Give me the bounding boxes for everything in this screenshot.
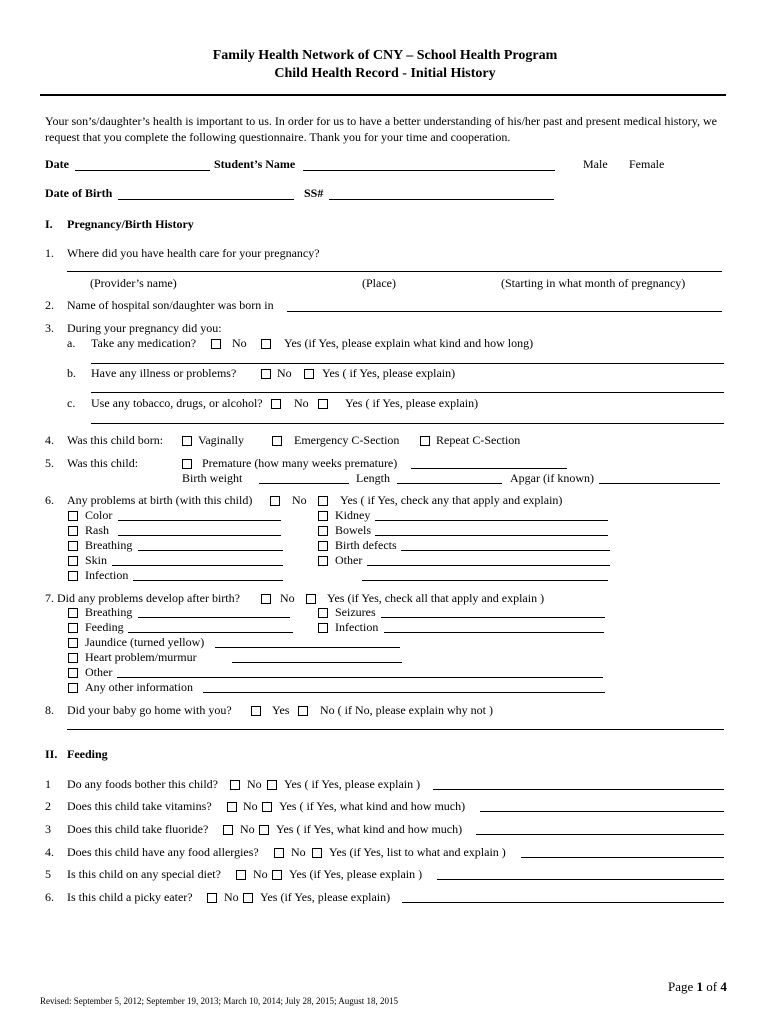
q4-repeat-label: Repeat C-Section bbox=[436, 433, 521, 447]
q6-infection-checkbox[interactable] bbox=[68, 571, 78, 581]
feeding-q2-text: Does this child take vitamins? bbox=[67, 799, 212, 813]
q4-repeat-checkbox[interactable] bbox=[420, 436, 430, 446]
q7-no-checkbox[interactable] bbox=[261, 594, 271, 604]
q7-other-label: Other bbox=[85, 665, 113, 679]
q8-answer-line[interactable] bbox=[67, 729, 724, 730]
q6-breathing-checkbox[interactable] bbox=[68, 541, 78, 551]
feeding-q2-no-checkbox[interactable] bbox=[227, 802, 237, 812]
feeding-q6-no-checkbox[interactable] bbox=[207, 893, 217, 903]
feeding-q5-yes-label: Yes (if Yes, please explain ) bbox=[289, 867, 423, 881]
q6-yes-label: Yes ( if Yes, check any that apply and explain) bbox=[340, 493, 563, 507]
feeding-q3-answer-line[interactable] bbox=[476, 834, 724, 835]
q4-vaginally-checkbox[interactable] bbox=[182, 436, 192, 446]
q6-rash-label: Rash bbox=[85, 523, 109, 537]
section1-number: I. bbox=[45, 217, 53, 231]
feeding-q4-no-label: No bbox=[291, 845, 306, 859]
q6-kidney-label: Kidney bbox=[335, 508, 371, 522]
q2-text: Name of hospital son/daughter was born in bbox=[67, 298, 274, 312]
q6-breathing-field[interactable] bbox=[138, 550, 283, 551]
q3c-text: Use any tobacco, drugs, or alcohol? bbox=[91, 396, 263, 410]
page-prefix: Page bbox=[668, 979, 697, 994]
feeding-q3-no-label: No bbox=[240, 822, 255, 836]
feeding-q3-text: Does this child take fluoride? bbox=[67, 822, 209, 836]
q6-extra-line[interactable] bbox=[362, 580, 608, 581]
q5-apgar-field[interactable] bbox=[599, 483, 720, 484]
feeding-q5-no-label: No bbox=[253, 867, 268, 881]
feeding-q6-answer-line[interactable] bbox=[402, 902, 724, 903]
q7-breathing-checkbox[interactable] bbox=[68, 608, 78, 618]
feeding-q1-text: Do any foods bother this child? bbox=[67, 777, 218, 791]
q7-other-field[interactable] bbox=[117, 677, 603, 678]
q7-jaundice-field[interactable] bbox=[215, 647, 400, 648]
feeding-q1-no-checkbox[interactable] bbox=[230, 780, 240, 790]
q3b-answer-line[interactable] bbox=[91, 392, 724, 393]
q3b-yes-label: Yes ( if Yes, please explain) bbox=[322, 366, 456, 380]
feeding-q1-no-label: No bbox=[247, 777, 262, 791]
feeding-q4-yes-checkbox[interactable] bbox=[312, 848, 322, 858]
q6-kidney-checkbox[interactable] bbox=[318, 511, 328, 521]
feeding-q5-text: Is this child on any special diet? bbox=[67, 867, 221, 881]
q5-weight-label: Birth weight bbox=[182, 471, 243, 485]
q1-number: 1. bbox=[45, 246, 54, 260]
q4-text: Was this child born: bbox=[67, 433, 164, 447]
female-option[interactable]: Female bbox=[629, 157, 665, 171]
q1-text: Where did you have health care for your pregnancy? bbox=[67, 246, 320, 260]
feeding-q3-yes-checkbox[interactable] bbox=[259, 825, 269, 835]
q5-number: 5. bbox=[45, 456, 54, 470]
feeding-q4-answer-line[interactable] bbox=[521, 857, 724, 858]
q7-other-checkbox[interactable] bbox=[68, 668, 78, 678]
q3b-text: Have any illness or problems? bbox=[91, 366, 237, 380]
q7-infection-checkbox[interactable] bbox=[318, 623, 328, 633]
q3a-yes-label: Yes (if Yes, please explain what kind and how long) bbox=[284, 336, 534, 350]
page-current: 1 bbox=[696, 979, 704, 994]
q6-birth-defects-label: Birth defects bbox=[335, 538, 397, 552]
q6-text: Any problems at birth (with this child) bbox=[67, 493, 253, 507]
q6-color-label: Color bbox=[85, 508, 113, 522]
q3b-yes-checkbox[interactable] bbox=[304, 369, 314, 379]
q7-yes-label: Yes (if Yes, check all that apply and explain ) bbox=[327, 591, 545, 605]
q8-number: 8. bbox=[45, 703, 54, 717]
feeding-q4-number: 4. bbox=[45, 845, 54, 859]
q3a-no-checkbox[interactable] bbox=[211, 339, 221, 349]
ss-field[interactable] bbox=[329, 199, 554, 200]
feeding-q2-yes-checkbox[interactable] bbox=[262, 802, 272, 812]
feeding-q5-yes-checkbox[interactable] bbox=[272, 870, 282, 880]
q1-month-caption: (Starting in what month of pregnancy) bbox=[501, 276, 686, 290]
feeding-q2-yes-label: Yes ( if Yes, what kind and how much) bbox=[279, 799, 466, 813]
feeding-q3-yes-label: Yes ( if Yes, what kind and how much) bbox=[276, 822, 463, 836]
q7-jaundice-label: Jaundice (turned yellow) bbox=[85, 635, 205, 649]
q7-feeding-field[interactable] bbox=[128, 632, 293, 633]
feeding-q5-number: 5 bbox=[45, 867, 51, 881]
q8-yes-checkbox[interactable] bbox=[251, 706, 261, 716]
feeding-q4-no-checkbox[interactable] bbox=[274, 848, 284, 858]
q3c-letter: c. bbox=[67, 396, 76, 410]
student-name-label: Student’s Name bbox=[214, 157, 296, 171]
q6-bowels-checkbox[interactable] bbox=[318, 526, 328, 536]
feeding-q6-yes-label: Yes (if Yes, please explain) bbox=[260, 890, 391, 904]
q6-no-label: No bbox=[292, 493, 307, 507]
q6-other-label: Other bbox=[335, 553, 363, 567]
q7-no-label: No bbox=[280, 591, 295, 605]
section1-heading: Pregnancy/Birth History bbox=[67, 217, 194, 231]
q5-premature-label: Premature (how many weeks premature) bbox=[202, 456, 398, 470]
q8-no-label: No ( if No, please explain why not ) bbox=[320, 703, 493, 717]
dob-label: Date of Birth bbox=[45, 186, 113, 200]
q5-text: Was this child: bbox=[67, 456, 139, 470]
q6-birth-defects-field[interactable] bbox=[401, 550, 610, 551]
q5-premature-weeks-field[interactable] bbox=[411, 468, 567, 469]
q6-yes-checkbox[interactable] bbox=[318, 496, 328, 506]
feeding-q5-answer-line[interactable] bbox=[437, 879, 724, 880]
date-label: Date bbox=[45, 157, 69, 171]
q3c-no-checkbox[interactable] bbox=[271, 399, 281, 409]
q5-weight-field[interactable] bbox=[259, 483, 349, 484]
q6-rash-field[interactable] bbox=[118, 535, 281, 536]
revision-note: Revised: September 5, 2012; September 19, 2013; March 10, 2014; July 28, 2015; August 18, 2015 bbox=[40, 996, 398, 1006]
feeding-q2-number: 2 bbox=[45, 799, 51, 813]
q7-feeding-checkbox[interactable] bbox=[68, 623, 78, 633]
q7-infection-label: Infection bbox=[335, 620, 379, 634]
q4-emergency-checkbox[interactable] bbox=[272, 436, 282, 446]
q3-number: 3. bbox=[45, 321, 54, 335]
q6-skin-checkbox[interactable] bbox=[68, 556, 78, 566]
q3a-letter: a. bbox=[67, 336, 76, 350]
q6-skin-label: Skin bbox=[85, 553, 108, 567]
q7-heart-label: Heart problem/murmur bbox=[85, 650, 197, 664]
feeding-q3-number: 3 bbox=[45, 822, 51, 836]
q5-apgar-label: Apgar (if known) bbox=[510, 471, 594, 485]
q7-yes-checkbox[interactable] bbox=[306, 594, 316, 604]
q2-answer-line[interactable] bbox=[287, 311, 722, 312]
q7-text: 7. Did any problems develop after birth? bbox=[45, 591, 240, 605]
q7-heart-field[interactable] bbox=[232, 662, 402, 663]
q3c-answer-line[interactable] bbox=[91, 423, 724, 424]
feeding-q3-no-checkbox[interactable] bbox=[223, 825, 233, 835]
dob-field[interactable] bbox=[118, 199, 294, 200]
q7-heart-checkbox[interactable] bbox=[68, 653, 78, 663]
q8-no-checkbox[interactable] bbox=[298, 706, 308, 716]
q6-infection-field[interactable] bbox=[133, 580, 283, 581]
q6-skin-field[interactable] bbox=[112, 565, 283, 566]
q6-color-field[interactable] bbox=[118, 520, 281, 521]
q6-bowels-label: Bowels bbox=[335, 523, 371, 537]
q6-rash-checkbox[interactable] bbox=[68, 526, 78, 536]
feeding-q4-yes-label: Yes (if Yes, list to what and explain ) bbox=[329, 845, 506, 859]
date-field[interactable] bbox=[75, 170, 210, 171]
q3a-answer-line[interactable] bbox=[91, 363, 724, 364]
q7-seizures-checkbox[interactable] bbox=[318, 608, 328, 618]
q3c-yes-checkbox[interactable] bbox=[318, 399, 328, 409]
page-of: of bbox=[703, 979, 721, 994]
q6-other-checkbox[interactable] bbox=[318, 556, 328, 566]
q3c-no-label: No bbox=[294, 396, 309, 410]
q7-breathing-label: Breathing bbox=[85, 605, 133, 619]
feeding-q1-number: 1 bbox=[45, 777, 51, 791]
section2-heading: Feeding bbox=[67, 747, 108, 761]
feeding-q5-no-checkbox[interactable] bbox=[236, 870, 246, 880]
q6-kidney-field[interactable] bbox=[375, 520, 608, 521]
q7-any-other-label: Any other information bbox=[85, 680, 193, 694]
q3a-no-label: No bbox=[232, 336, 247, 350]
feeding-q6-no-label: No bbox=[224, 890, 239, 904]
q3a-yes-checkbox[interactable] bbox=[261, 339, 271, 349]
q4-number: 4. bbox=[45, 433, 54, 447]
feeding-q4-text: Does this child have any food allergies? bbox=[67, 845, 259, 859]
q1-provider-caption: (Provider’s name) bbox=[90, 276, 177, 290]
q4-emergency-label: Emergency C-Section bbox=[294, 433, 400, 447]
feeding-q6-number: 6. bbox=[45, 890, 54, 904]
intro-text: Your son’s/daughter’s health is important to us. In order for us to have a better understanding of his/her past and present medical history, we request that you complete the following questionnaire. Thank you for your time and cooperation. bbox=[45, 114, 717, 144]
feeding-q2-answer-line[interactable] bbox=[480, 811, 724, 812]
q3a-text: Take any medication? bbox=[91, 336, 197, 350]
q7-seizures-field[interactable] bbox=[381, 617, 605, 618]
feeding-q2-no-label: No bbox=[243, 799, 258, 813]
q3-text: During your pregnancy did you: bbox=[67, 321, 222, 335]
feeding-q6-yes-checkbox[interactable] bbox=[243, 893, 253, 903]
q6-breathing-label: Breathing bbox=[85, 538, 133, 552]
header-divider bbox=[40, 94, 726, 96]
q3b-letter: b. bbox=[67, 366, 76, 380]
q5-length-label: Length bbox=[356, 471, 390, 485]
q6-bowels-field[interactable] bbox=[375, 535, 608, 536]
q6-other-field[interactable] bbox=[367, 565, 610, 566]
q3b-no-checkbox[interactable] bbox=[261, 369, 271, 379]
q5-length-field[interactable] bbox=[397, 483, 502, 484]
q5-premature-checkbox[interactable] bbox=[182, 459, 192, 469]
q7-feeding-label: Feeding bbox=[85, 620, 124, 634]
q6-infection-label: Infection bbox=[85, 568, 129, 582]
q6-number: 6. bbox=[45, 493, 54, 507]
section2-number: II. bbox=[45, 747, 58, 761]
q7-any-other-checkbox[interactable] bbox=[68, 683, 78, 693]
form-subtitle: Child Health Record - Initial History bbox=[274, 66, 496, 81]
q7-infection-field[interactable] bbox=[384, 632, 604, 633]
q7-any-other-field[interactable] bbox=[203, 692, 605, 693]
q4-vaginally-label: Vaginally bbox=[198, 433, 244, 447]
q6-no-checkbox[interactable] bbox=[270, 496, 280, 506]
feeding-q6-text: Is this child a picky eater? bbox=[67, 890, 193, 904]
q6-color-checkbox[interactable] bbox=[68, 511, 78, 521]
q1-answer-line[interactable] bbox=[67, 271, 722, 272]
form-title: Family Health Network of CNY – School Health Program bbox=[212, 48, 558, 63]
q7-seizures-label: Seizures bbox=[335, 605, 376, 619]
male-option[interactable]: Male bbox=[583, 157, 608, 171]
q7-jaundice-checkbox[interactable] bbox=[68, 638, 78, 648]
feeding-q1-yes-label: Yes ( if Yes, please explain ) bbox=[284, 777, 421, 791]
q1-place-caption: (Place) bbox=[362, 276, 396, 290]
feeding-q1-yes-checkbox[interactable] bbox=[267, 780, 277, 790]
q6-birth-defects-checkbox[interactable] bbox=[318, 541, 328, 551]
page-total: 4 bbox=[720, 979, 727, 994]
student-name-field[interactable] bbox=[303, 170, 555, 171]
q8-text: Did your baby go home with you? bbox=[67, 703, 232, 717]
q3b-no-label: No bbox=[277, 366, 292, 380]
q3c-yes-label: Yes ( if Yes, please explain) bbox=[345, 396, 479, 410]
q8-yes-label: Yes bbox=[272, 703, 290, 717]
q2-number: 2. bbox=[45, 298, 54, 312]
page-number bbox=[668, 979, 727, 995]
feeding-q1-answer-line[interactable] bbox=[433, 789, 724, 790]
ss-label: SS# bbox=[304, 186, 324, 200]
q7-breathing-field[interactable] bbox=[138, 617, 290, 618]
